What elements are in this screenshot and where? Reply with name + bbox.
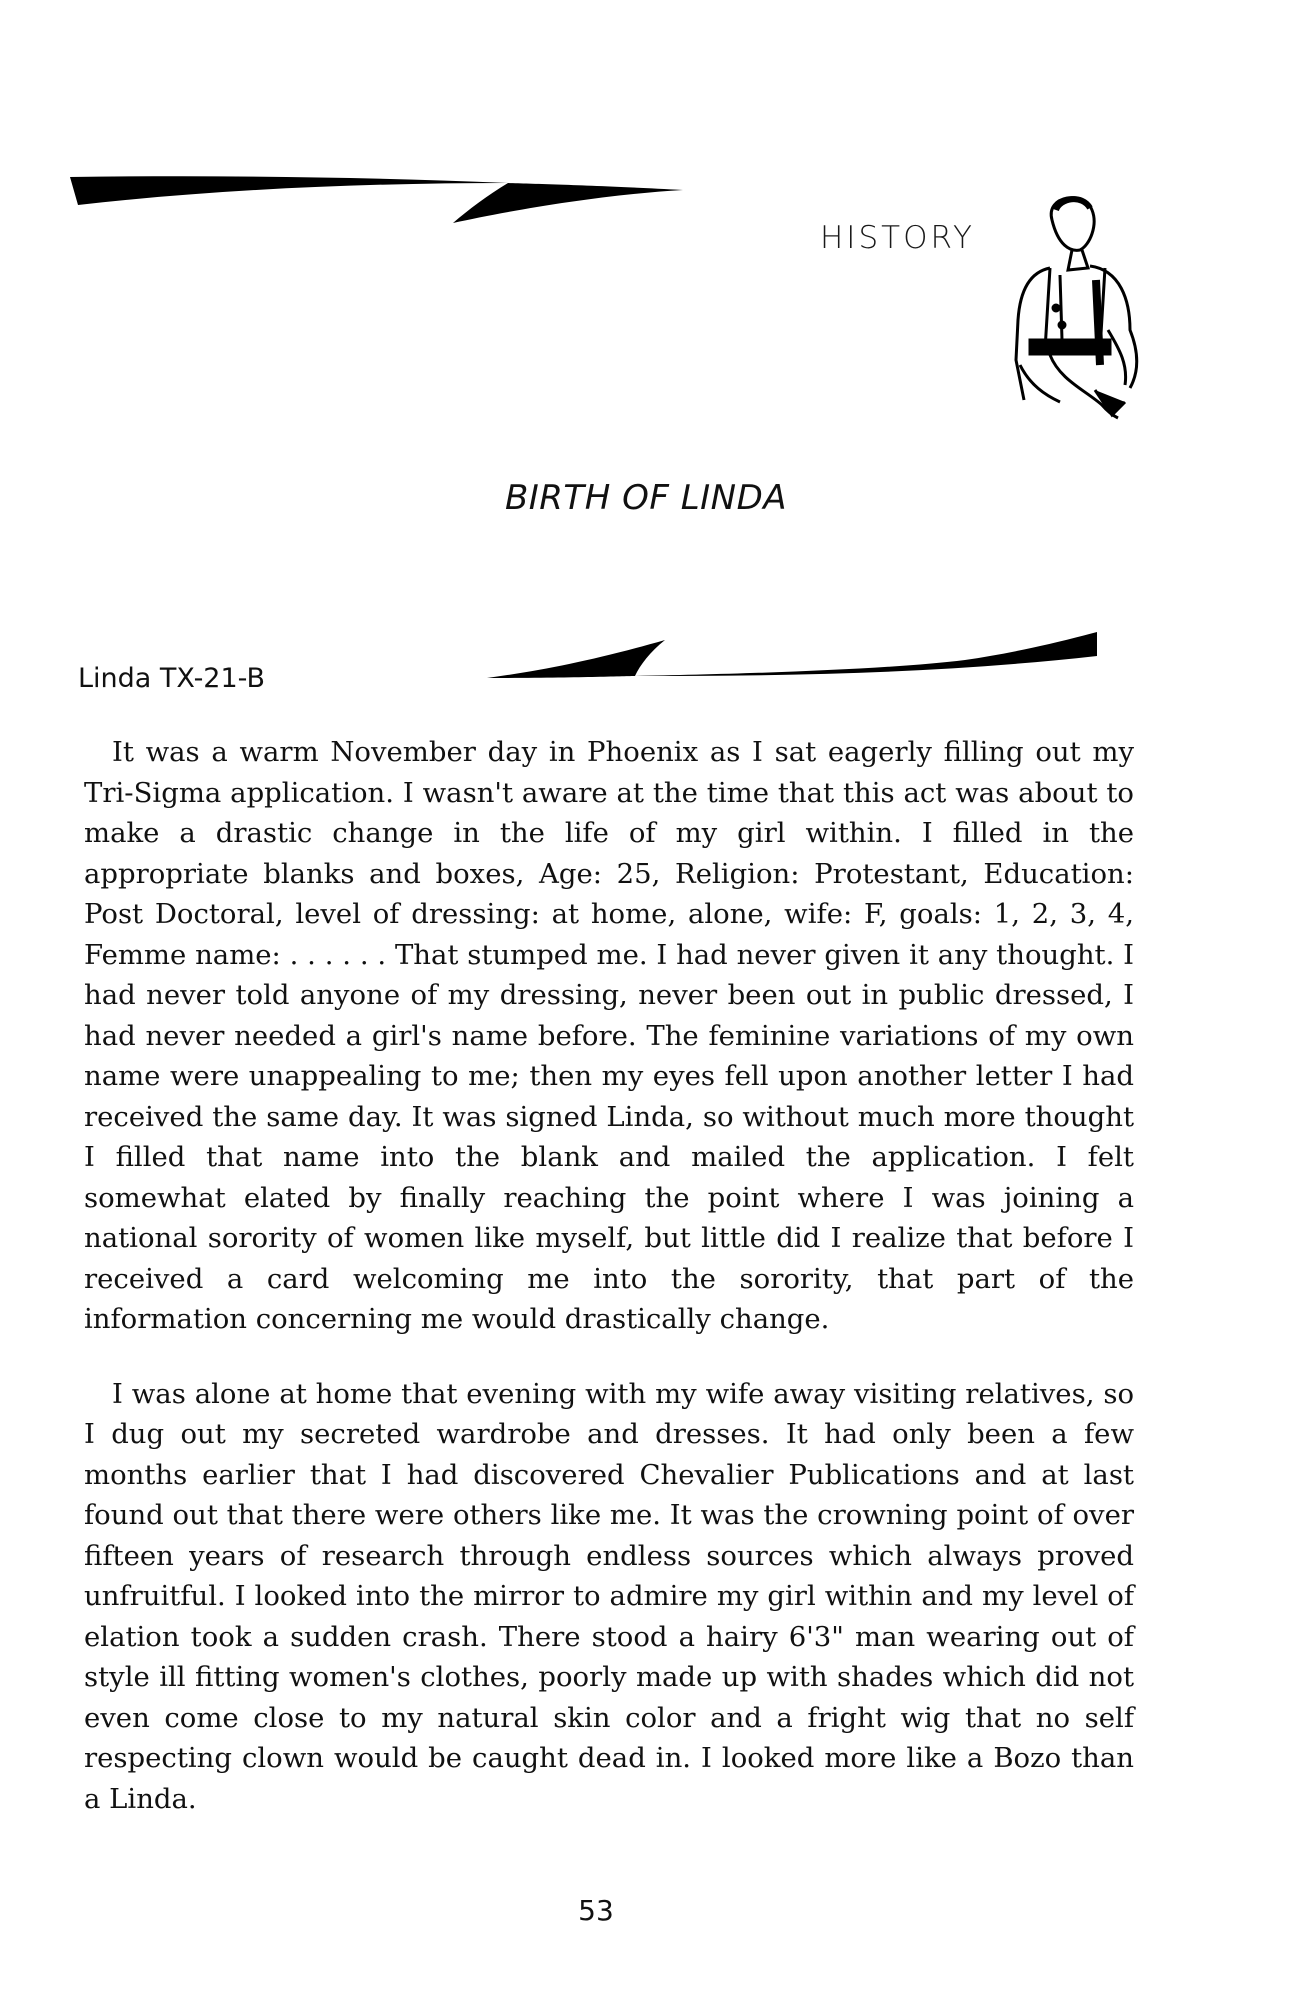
paragraph-2: I was alone at home that evening with my wife away visiting relatives, so I dug out my secreted wardrobe and dresses. It had only been a few months earlier that I had discovered Chevalier Publications and at last found out that there were others like me. It was the crowning point of over fifteen years of research through endless sources which always proved unfruitful. I looked into the mirror to admire my girl within and my level of elation took a sudden crash. There stood a hairy 6'3" man wearing out of style ill fitting women's clothes, poorly made up with shades which did not even come close to my natural skin color and a fright wig that no self respecting clown would be caught dead in. I looked more like a Bozo than a Linda.	[84, 1377, 1134, 1815]
figure-illustration	[990, 190, 1150, 420]
bottom-banner-stroke	[485, 630, 1105, 690]
article-body	[84, 732, 1134, 1819]
top-banner-stroke	[68, 175, 688, 235]
article-title: BIRTH OF LINDA	[504, 478, 788, 518]
page-number: 53	[578, 1894, 614, 1927]
author-byline: Linda TX-21-B	[78, 663, 265, 694]
paragraph-1: It was a warm November day in Phoenix as I sat eagerly filling out my Tri-Sigma application. I wasn't aware at the time that this act was about to make a drastic change in the life of my girl within. I filled in the appropriate blanks and boxes, Age: 25, Religion: Protestant, Education: Post Doctoral, level of dressing: at home, alone, wife: F, goals: 1, 2, 3, 4, Femme name: . . . . . . That stumped me. I had never given it any thought. I had never told anyone of my dressing, never been out in public dressed, I had never needed a girl's name before. The feminine variations of my own name were unappealing to me; then my eyes fell upon another letter I had received the same day. It was signed Linda, so without much more thought I filled that name into the blank and mailed the application. I felt somewhat elated by finally reaching the point where I was joining a national sorority of women like myself, but little did I realize that before I received a card welcoming me into the sorority, that part of the information concerning me would drastically change.	[84, 736, 1134, 1335]
section-label: HISTORY	[820, 220, 975, 256]
